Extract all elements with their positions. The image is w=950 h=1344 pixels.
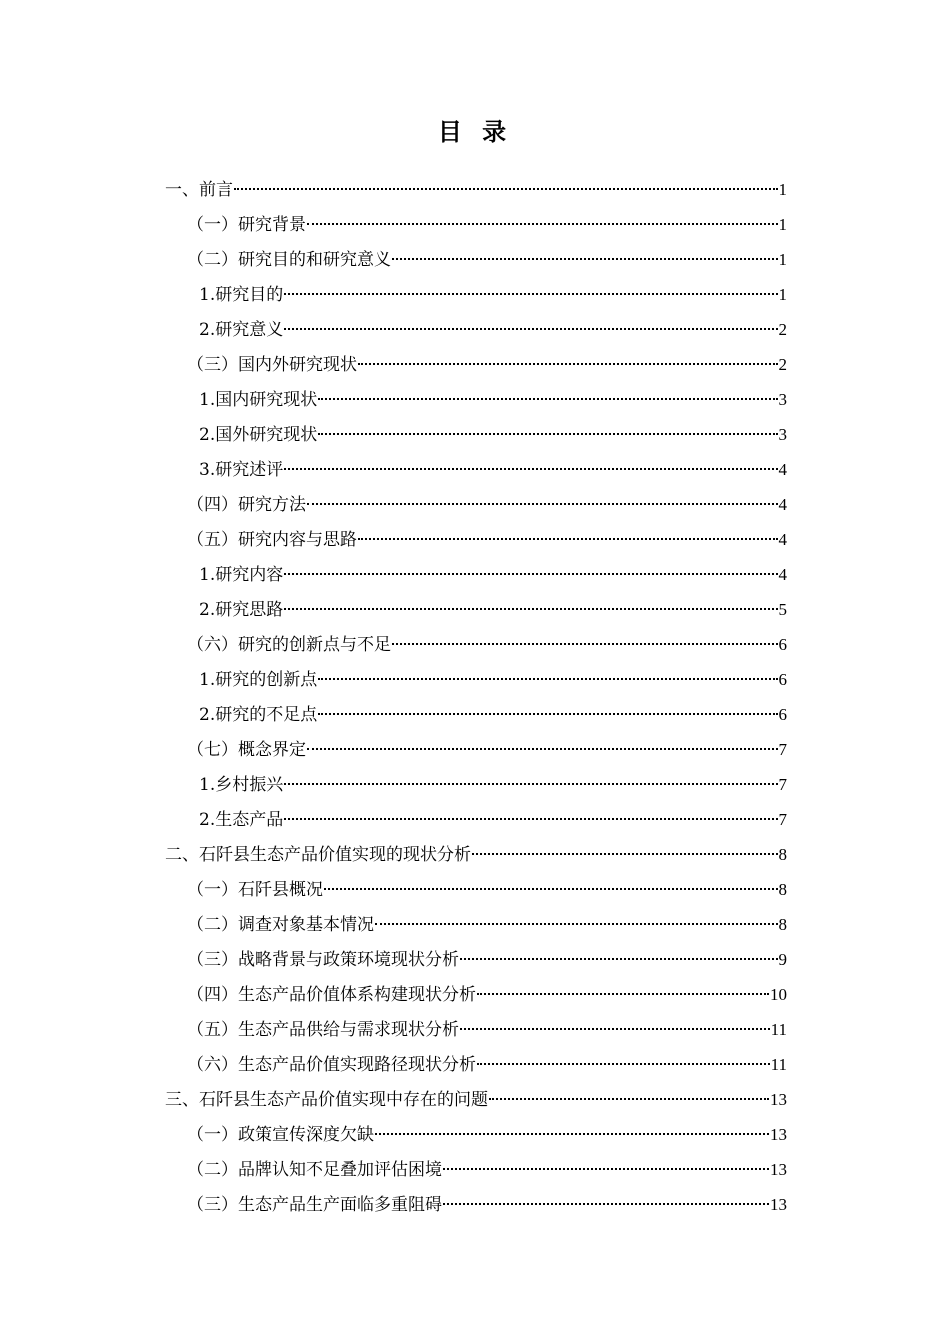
toc-entry-text: （二）研究目的和研究意义	[187, 250, 391, 270]
toc-page-number: 1	[778, 285, 787, 304]
dot-leader	[307, 503, 778, 505]
dot-leader	[358, 538, 778, 540]
toc-entry-text: 1.研究目的	[199, 285, 284, 305]
dot-leader	[318, 433, 777, 435]
toc-entry[interactable]	[165, 452, 787, 487]
toc-entry[interactable]	[165, 872, 787, 907]
toc-page-number: 6	[778, 705, 787, 724]
toc-entry[interactable]	[165, 837, 787, 872]
toc-entry[interactable]	[165, 312, 787, 347]
toc-page-number: 4	[778, 495, 787, 514]
dot-leader	[318, 398, 777, 400]
toc-entry[interactable]	[165, 1047, 787, 1082]
toc-entry[interactable]	[165, 172, 787, 207]
toc-entry-text: （三）战略背景与政策环境现状分析	[187, 950, 459, 970]
toc-entry[interactable]	[165, 1117, 787, 1152]
toc-entry-text: （二）调查对象基本情况	[187, 915, 374, 935]
toc-entry[interactable]	[165, 802, 787, 837]
dot-leader	[489, 1098, 769, 1100]
dot-leader	[284, 573, 777, 575]
dot-leader	[284, 293, 777, 295]
toc-entry[interactable]	[165, 662, 787, 697]
toc-page-number: 13	[770, 1160, 787, 1179]
toc-page-number: 1	[778, 250, 787, 269]
toc-page-number: 4	[778, 530, 787, 549]
toc-page-number: 13	[770, 1195, 787, 1214]
dot-leader	[284, 608, 777, 610]
toc-entry-text: （三）生态产品生产面临多重阻碍	[187, 1195, 442, 1215]
dot-leader	[284, 783, 777, 785]
toc-entry-text: 三、石阡县生态产品价值实现中存在的问题	[165, 1090, 488, 1110]
toc-page-number: 8	[778, 915, 787, 934]
toc-entry[interactable]	[165, 277, 787, 312]
toc-entry[interactable]	[165, 242, 787, 277]
toc-entry-text: （六）生态产品价值实现路径现状分析	[187, 1055, 476, 1075]
dot-leader	[318, 713, 777, 715]
toc-page-number: 1	[778, 180, 787, 199]
toc-entry-text: 1.乡村振兴	[199, 775, 284, 795]
toc-page-number: 1	[778, 215, 787, 234]
toc-page-number: 3	[778, 390, 787, 409]
toc-entry-text: 一、前言	[165, 180, 233, 200]
toc-entry[interactable]	[165, 1082, 787, 1117]
dot-leader	[234, 188, 778, 190]
dot-leader	[284, 328, 777, 330]
toc-page-number: 7	[778, 775, 787, 794]
toc-page-number: 11	[770, 1055, 787, 1074]
toc-entry[interactable]	[165, 767, 787, 802]
toc-entry-text: （四）生态产品价值体系构建现状分析	[187, 985, 476, 1005]
dot-leader	[443, 1203, 769, 1205]
toc-page-number: 13	[770, 1125, 787, 1144]
toc-page-number: 4	[778, 460, 787, 479]
toc-page-number: 10	[770, 985, 787, 1004]
toc-entry-text: 1.研究内容	[199, 565, 284, 585]
toc-page-number: 2	[778, 355, 787, 374]
toc-list	[165, 172, 787, 1222]
toc-entry-text: （五）研究内容与思路	[187, 530, 357, 550]
toc-entry-text: （四）研究方法	[187, 495, 306, 515]
dot-leader	[307, 223, 778, 225]
toc-entry[interactable]	[165, 942, 787, 977]
toc-entry-text: 2.研究意义	[199, 320, 284, 340]
dot-leader	[460, 1028, 770, 1030]
toc-entry-text: （一）政策宣传深度欠缺	[187, 1125, 374, 1145]
toc-entry[interactable]	[165, 592, 787, 627]
toc-entry-text: （七）概念界定	[187, 740, 306, 760]
toc-entry-text: 二、石阡县生态产品价值实现的现状分析	[165, 845, 471, 865]
dot-leader	[358, 363, 778, 365]
toc-page-number: 5	[778, 600, 787, 619]
toc-page-number: 9	[778, 950, 787, 969]
dot-leader	[443, 1168, 769, 1170]
toc-entry-text: （二）品牌认知不足叠加评估困境	[187, 1160, 442, 1180]
toc-page-number: 6	[778, 670, 787, 689]
toc-entry[interactable]	[165, 1152, 787, 1187]
toc-entry-text: （三）国内外研究现状	[187, 355, 357, 375]
dot-leader	[324, 888, 778, 890]
dot-leader	[284, 818, 777, 820]
toc-entry-text: （一）石阡县概况	[187, 880, 323, 900]
toc-entry[interactable]	[165, 487, 787, 522]
toc-page-number: 6	[778, 635, 787, 654]
toc-entry[interactable]	[165, 907, 787, 942]
toc-page-number: 4	[778, 565, 787, 584]
toc-page-number: 11	[770, 1020, 787, 1039]
toc-page-number: 7	[778, 810, 787, 829]
toc-title: 目 录	[437, 118, 513, 146]
toc-entry[interactable]	[165, 1012, 787, 1047]
toc-entry[interactable]	[165, 732, 787, 767]
toc-entry-text: 2.国外研究现状	[199, 425, 318, 445]
toc-page-number: 8	[778, 880, 787, 899]
toc-page-number: 7	[778, 740, 787, 759]
toc-entry[interactable]	[165, 417, 787, 452]
dot-leader	[284, 468, 777, 470]
toc-entry[interactable]	[165, 207, 787, 242]
toc-entry[interactable]	[165, 382, 787, 417]
dot-leader	[392, 643, 778, 645]
toc-entry-text: 1.研究的创新点	[199, 670, 318, 690]
toc-entry-text: （五）生态产品供给与需求现状分析	[187, 1020, 459, 1040]
dot-leader	[477, 993, 769, 995]
toc-entry-text: （一）研究背景	[187, 215, 306, 235]
toc-entry[interactable]	[165, 977, 787, 1012]
toc-entry[interactable]	[165, 522, 787, 557]
dot-leader	[477, 1063, 770, 1065]
toc-entry-text: 3.研究述评	[199, 460, 284, 480]
dot-leader	[307, 748, 778, 750]
dot-leader	[472, 853, 778, 855]
toc-entry-text: （六）研究的创新点与不足	[187, 635, 391, 655]
toc-entry[interactable]	[165, 1187, 787, 1222]
dot-leader	[318, 678, 777, 680]
toc-page-number: 13	[770, 1090, 787, 1109]
toc-entry[interactable]	[165, 557, 787, 592]
toc-page-number: 3	[778, 425, 787, 444]
toc-entry[interactable]	[165, 697, 787, 732]
dot-leader	[460, 958, 778, 960]
toc-entry[interactable]	[165, 347, 787, 382]
toc-entry-text: 2.研究思路	[199, 600, 284, 620]
toc-page-number: 8	[778, 845, 787, 864]
dot-leader	[375, 1133, 769, 1135]
toc-entry-text: 2.生态产品	[199, 810, 284, 830]
toc-page-number: 2	[778, 320, 787, 339]
dot-leader	[392, 258, 778, 260]
dot-leader	[375, 923, 778, 925]
toc-entry[interactable]	[165, 627, 787, 662]
toc-entry-text: 2.研究的不足点	[199, 705, 318, 725]
toc-entry-text: 1.国内研究现状	[199, 390, 318, 410]
